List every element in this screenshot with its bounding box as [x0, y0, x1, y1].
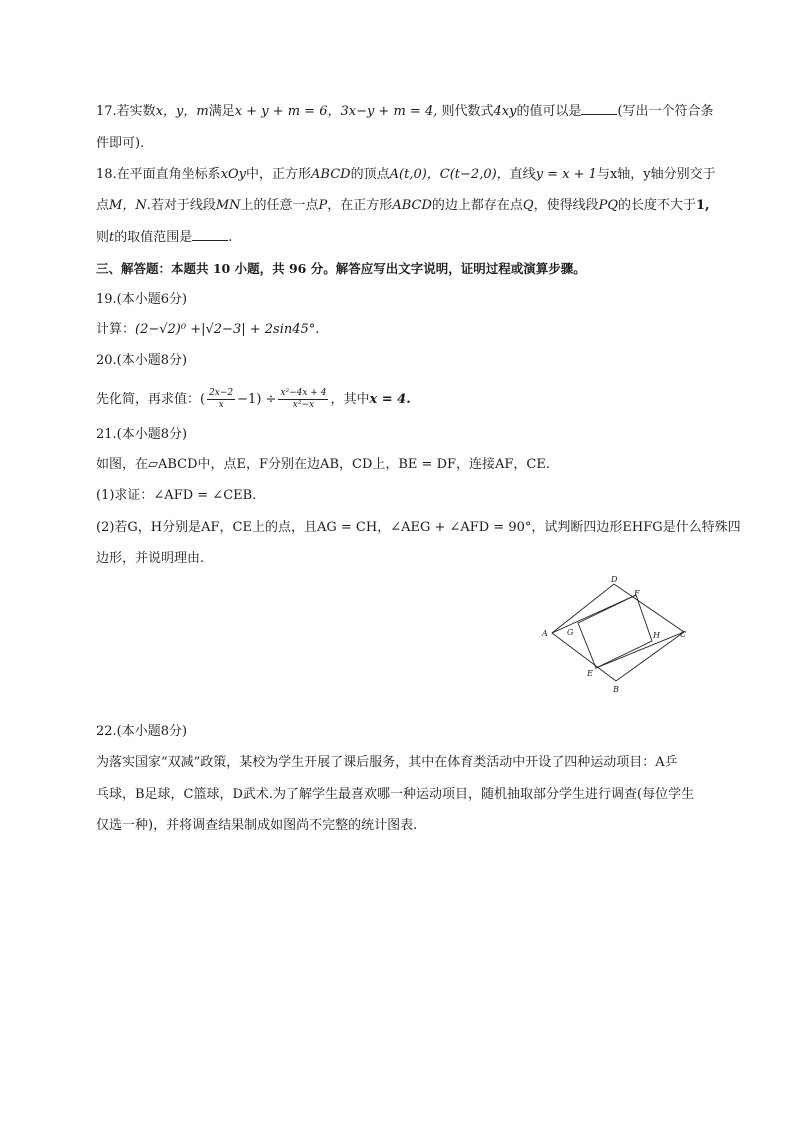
q18-line1	[96, 165, 726, 185]
q18-l2-a: 点	[96, 198, 110, 213]
label-a: A	[542, 629, 548, 638]
q17-expression: 4xy	[493, 104, 517, 119]
segment-ce	[596, 630, 687, 668]
label-g: G	[567, 628, 574, 637]
q22-head: 22.(本小题8分)	[96, 724, 188, 739]
q18-l2-g: 的长度不大于	[617, 198, 696, 213]
q18-l2-b: .若对于线段	[146, 198, 216, 213]
q18-l2-p: P	[318, 198, 328, 213]
q18-l3-b: 的取值范围是	[114, 230, 193, 245]
q21-part1: (1)求证：∠AFD = ∠CEB.	[96, 488, 257, 503]
q18-points: A(t,0)，C(t−2,0)，	[389, 167, 510, 182]
q19-expression: (2−√2)⁰ +|√2−3| + 2sin45°.	[135, 322, 320, 337]
label-h: H	[653, 631, 660, 640]
q22-line3: 仅选一种)，并将调查结果制成如图尚不完整的统计图表.	[96, 818, 418, 833]
q20-frac1-den: x	[218, 400, 224, 410]
parallelogram-figure	[536, 570, 696, 700]
q20-x-value: x = 4.	[369, 392, 411, 407]
q20-text-b: −1) ÷	[237, 392, 277, 407]
q18-text-c: 的顶点	[350, 167, 390, 182]
q21-line1: 如图，在▱ABCD中，点E，F分别在边AB，CD上，BE = DF，连接AF，CE.	[96, 457, 550, 472]
q17-line1	[96, 102, 726, 122]
q20-head: 20.(本小题8分)	[96, 353, 188, 368]
q17-text-c: 则代数式	[441, 104, 494, 119]
q18-l3-t: t	[109, 230, 115, 245]
q17-text-d: 的值可以是	[516, 104, 582, 119]
q18-answer-blank	[192, 228, 228, 241]
q20-frac2-num: x²−4x + 4	[280, 388, 327, 398]
q21-part2-line1: (2)若G，H分别是AF，CE上的点，且AG = CH，∠AEG + ∠AFD = 90°，试判断四边形EHFG是什么特殊四	[96, 520, 741, 535]
q18-l2-e: 的边上都存在点	[431, 198, 523, 213]
label-d: D	[611, 575, 618, 584]
q18-l2-seg: MN	[215, 198, 241, 213]
q18-l3-c: .	[228, 230, 233, 245]
q18-l2-sq: ABCD	[392, 198, 432, 213]
q18-l2-c: 上的任意一点	[240, 198, 319, 213]
q18-l2-one: 1,	[696, 198, 710, 213]
q20-body	[96, 388, 726, 412]
q18-l2-mn: M，N	[109, 198, 147, 213]
q18-l2-d: ，在正方形	[327, 198, 393, 213]
q18-text-d: 直线	[509, 167, 536, 182]
q20-fraction-1	[207, 388, 235, 411]
q18-line-eq: y = x + 1	[535, 167, 597, 182]
q22-line2: 乓球，B足球，C篮球，D武术.为了解学生最喜欢哪一种运动项目，随机抽取部分学生进行调查(每位学生	[96, 787, 695, 802]
q17-line2: 件即可).	[96, 136, 145, 151]
q21-head: 21.(本小题8分)	[96, 427, 188, 442]
q22-line1: 为落实国家“双减”政策，某校为学生开展了课后服务，其中在体育类活动中开设了四种运动项目：A乒	[96, 755, 678, 770]
q18-l3-a: 则	[96, 230, 110, 245]
q18-l2-q: Q	[522, 198, 534, 213]
q17-text-a: 17.若实数	[96, 104, 156, 119]
q17-equations: x + y + m = 6，3x−y + m = 4,	[234, 104, 438, 119]
q18-text-a: 18.在平面直角坐标系	[96, 167, 221, 182]
q20-text-c: ，其中	[330, 392, 370, 407]
label-b: B	[613, 685, 619, 694]
section3-heading: 三、解答题：本题共 10 小题，共 96 分。解答应写出文字说明，证明过程或演算步骤。	[96, 261, 586, 276]
q18-text-e: 与x轴，y轴分别交于	[596, 167, 716, 182]
q20-frac1-num: 2x−2	[209, 388, 234, 398]
q17-answer-blank	[581, 102, 617, 115]
q19-label: 计算：	[96, 322, 136, 337]
quadrilateral-ehfg	[578, 595, 652, 668]
q21-part2-line2: 边形，并说明理由.	[96, 551, 205, 566]
label-e: E	[587, 669, 593, 678]
q20-frac2-den: x²−x	[292, 400, 315, 410]
q19-head: 19.(本小题6分)	[96, 292, 188, 307]
q20-fraction-2	[278, 388, 328, 411]
q20-text-a: 先化简，再求值：(	[96, 392, 206, 407]
q18-line2	[96, 196, 726, 216]
q19-body	[96, 320, 726, 340]
label-f: F	[634, 589, 640, 598]
q18-system: xOy	[220, 167, 247, 182]
label-c: C	[680, 630, 687, 639]
q17-vars: x，y，m	[155, 104, 209, 119]
q18-l2-pq: PQ	[598, 198, 618, 213]
q18-text-b: 中，正方形	[246, 167, 312, 182]
q17-text-b: 满足	[208, 104, 235, 119]
q17-text-e: (写出一个符合条	[617, 104, 714, 119]
q18-line3	[96, 228, 726, 248]
q18-square: ABCD	[311, 167, 351, 182]
q18-l2-f: ，使得线段	[533, 198, 599, 213]
